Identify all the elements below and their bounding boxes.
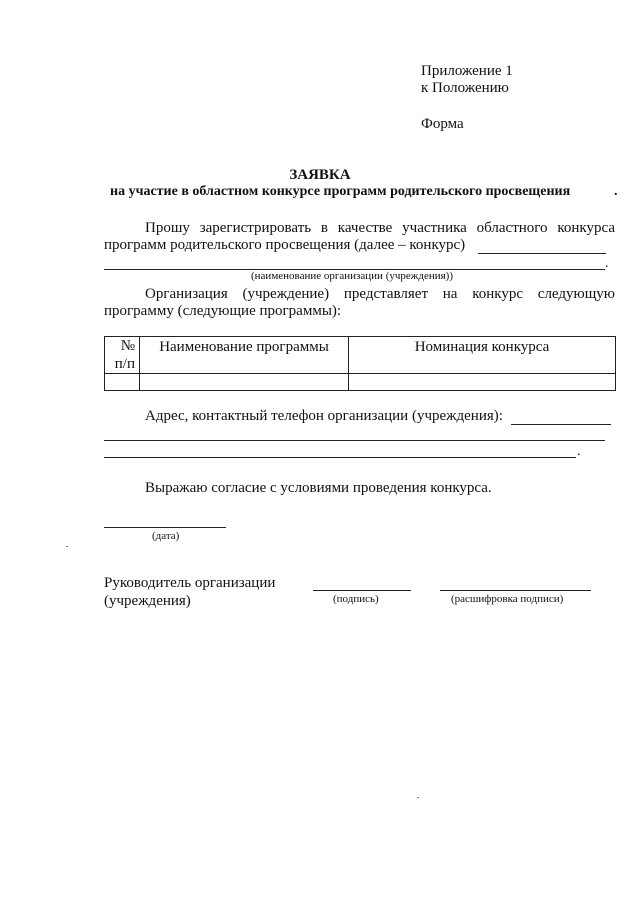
- signature-blank[interactable]: [313, 590, 411, 591]
- document-subtitle: на участие в областном конкурсе программ родительского просвещения: [110, 184, 571, 199]
- table-header-number: № п/п: [105, 337, 140, 374]
- form-label: Форма: [421, 116, 464, 132]
- request-line-1: Прошу зарегистрировать в качестве участника областного конкурса: [145, 220, 615, 236]
- appendix-line-2: к Положению: [421, 80, 509, 96]
- scan-speck: [66, 546, 68, 547]
- table-cell-number[interactable]: [105, 374, 140, 391]
- head-title-line-2: (учреждения): [104, 593, 191, 609]
- request-period: .: [605, 256, 609, 271]
- organization-name-caption: (наименование организации (учреждения)): [251, 270, 454, 282]
- subtitle-period: .: [614, 184, 618, 199]
- table-header-nomination: Номинация конкурса: [349, 337, 616, 374]
- signature-decoding-blank[interactable]: [440, 590, 591, 591]
- table-cell-nomination[interactable]: [349, 374, 616, 391]
- request-line-2: программ родительского просвещения (далее – конкурс): [104, 237, 466, 253]
- program-table: [104, 336, 616, 391]
- signature-caption: (подпись): [333, 593, 379, 605]
- contact-blank-3: [104, 457, 576, 458]
- scan-speck: [417, 797, 419, 798]
- document-title: ЗАЯВКА: [289, 167, 351, 183]
- program-table-header: [105, 337, 616, 374]
- head-title-line-1: Руководитель организации: [104, 575, 276, 591]
- contact-label: Адрес, контактный телефон организации (учреждения):: [145, 408, 503, 424]
- date-caption: (дата): [152, 530, 180, 542]
- table-header-program-name: Наименование программы: [140, 337, 349, 374]
- contact-blank-2: [104, 440, 605, 441]
- signature-decoding-caption: (расшифровка подписи): [451, 593, 564, 605]
- submission-line-2: программу (следующие программы):: [104, 303, 342, 319]
- date-blank[interactable]: [104, 527, 226, 528]
- contact-period: .: [577, 444, 581, 459]
- appendix-line-1: Приложение 1: [421, 63, 513, 79]
- table-row: [105, 374, 616, 391]
- contact-blank-1: [511, 424, 611, 425]
- submission-line-1: Организация (учреждение) представляет на конкурс следующую: [145, 286, 615, 302]
- table-cell-program-name[interactable]: [140, 374, 349, 391]
- organization-name-blank-1: [478, 253, 606, 254]
- consent-statement: Выражаю согласие с условиями проведения конкурса.: [145, 480, 492, 496]
